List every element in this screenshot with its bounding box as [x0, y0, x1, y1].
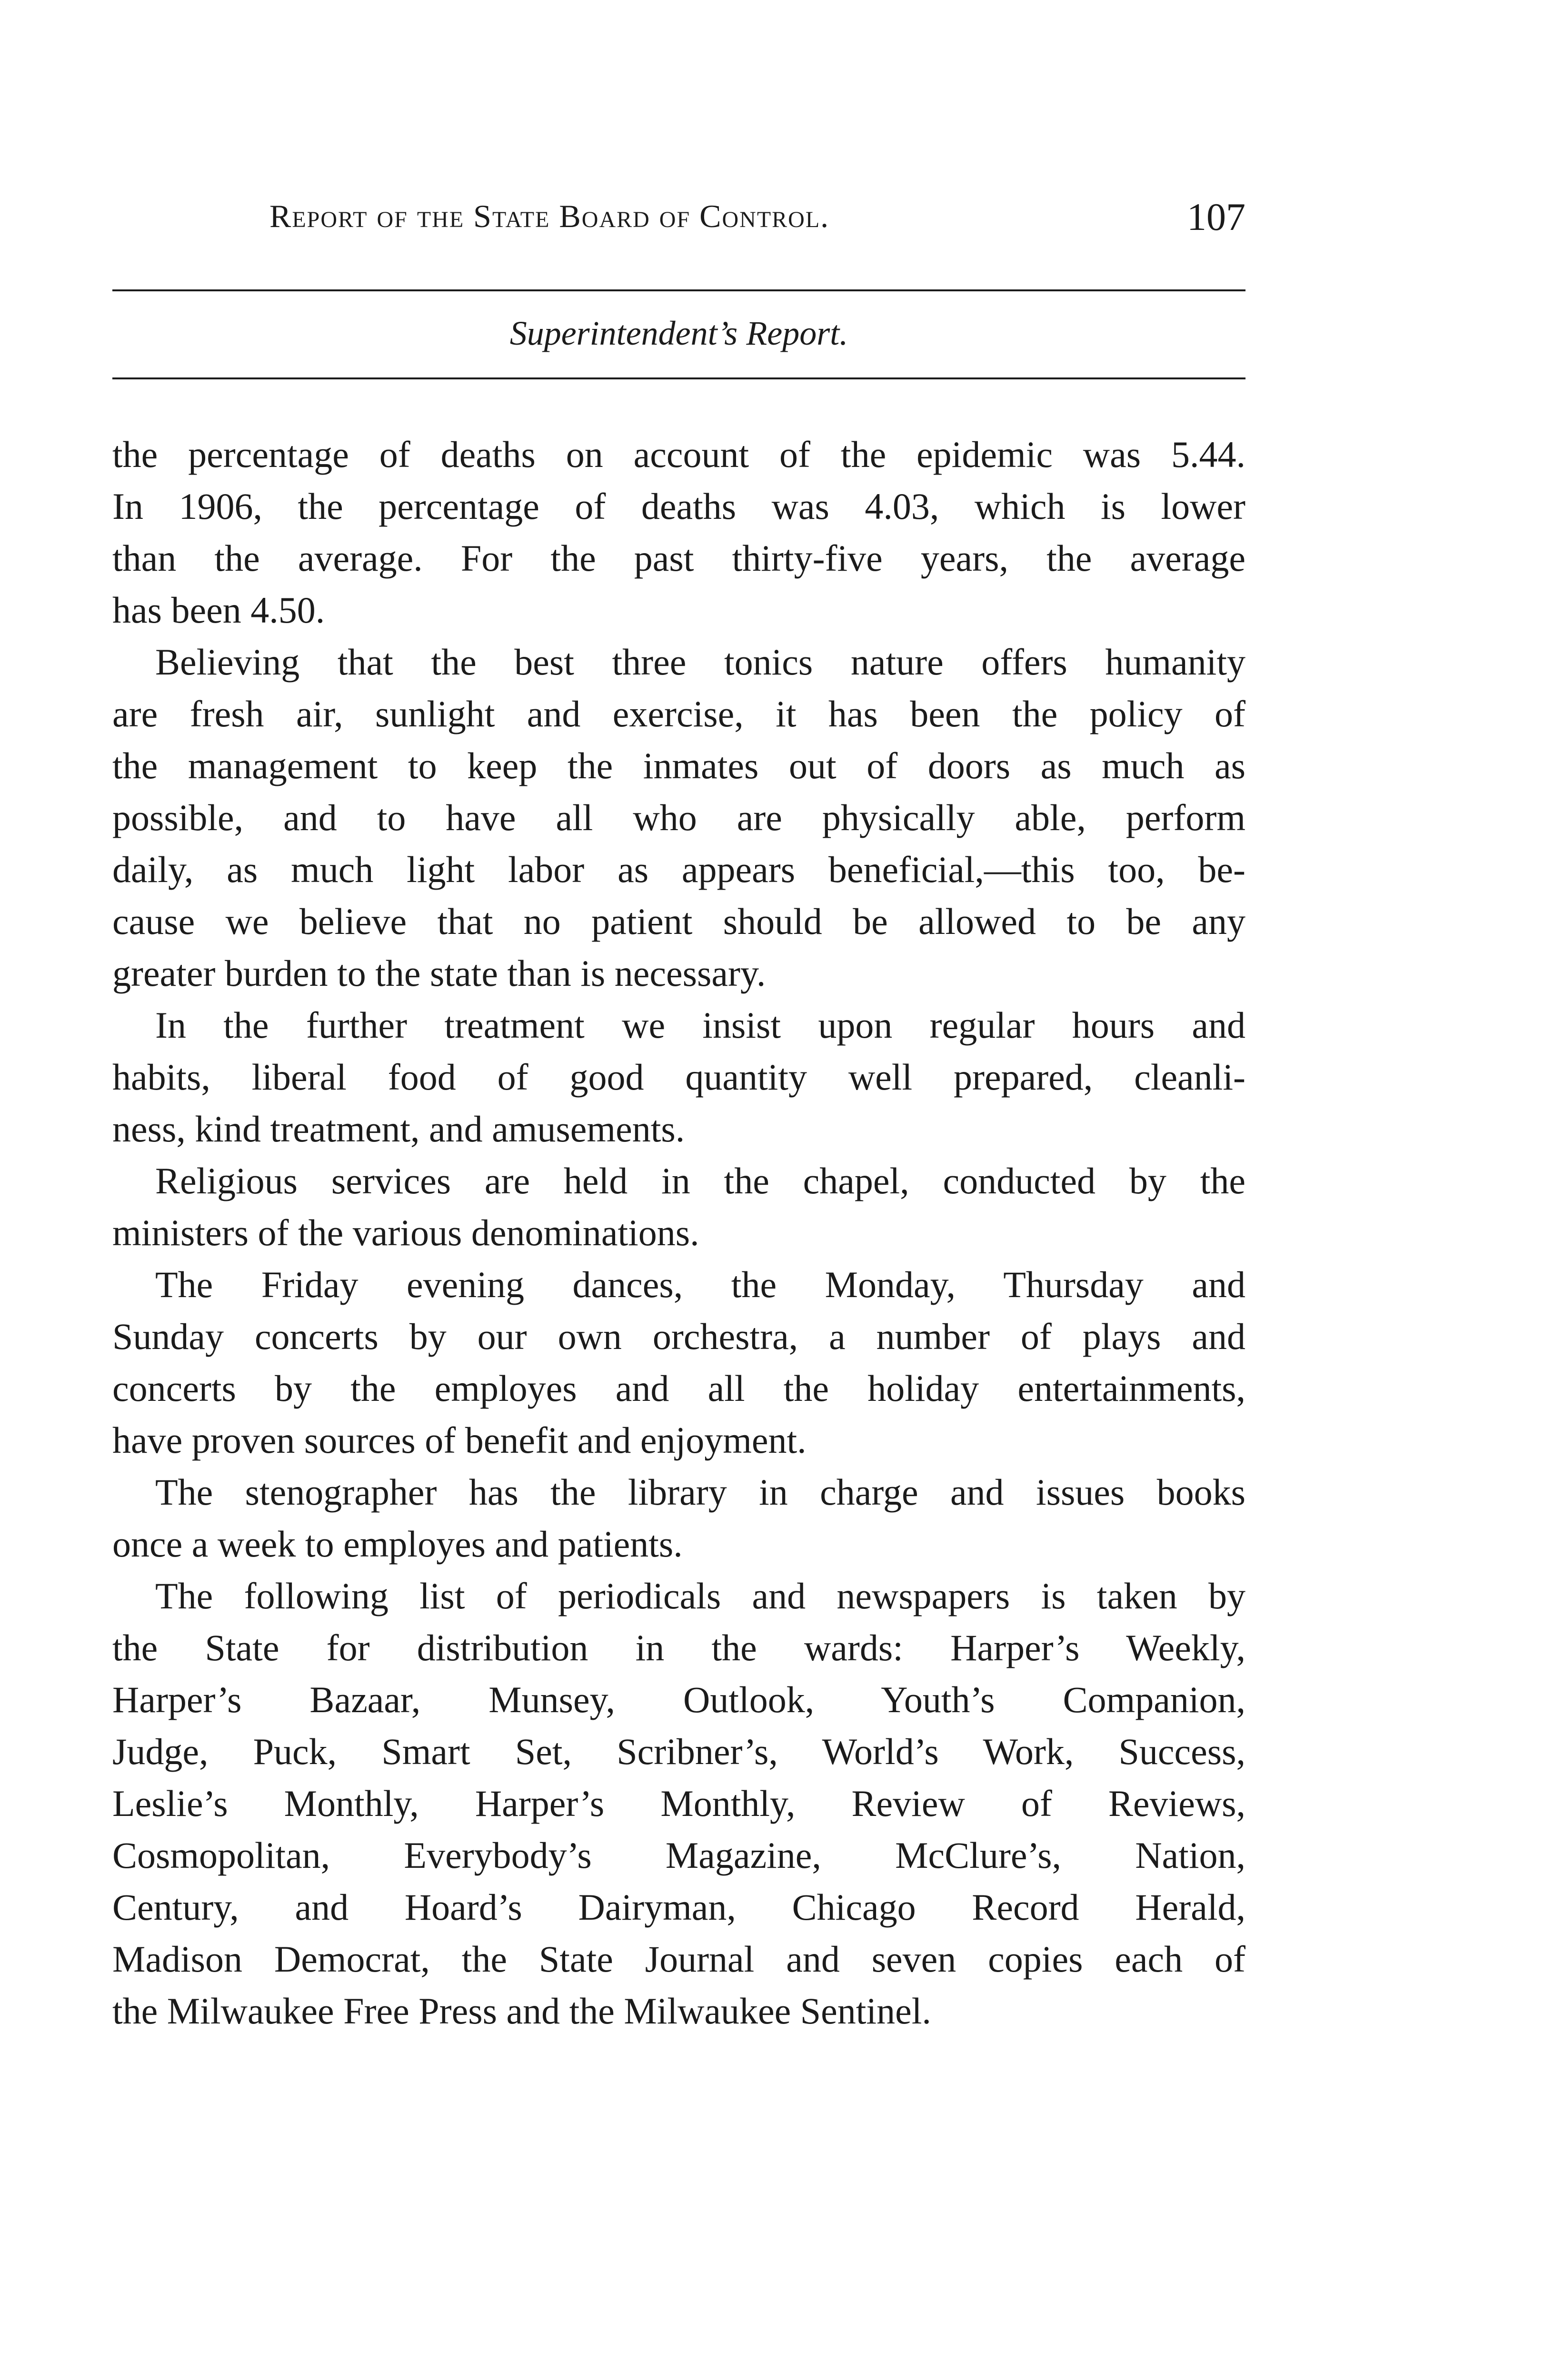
text-line: Harper’s Bazaar, Munsey, Outlook, Youth’s Companion,: [112, 1679, 1245, 1720]
running-title: Report of the State Board of Control.: [269, 198, 830, 234]
text-line: the management to keep the inmates out of doors as much as: [112, 745, 1245, 786]
paragraph: [112, 1259, 1245, 1466]
paragraph: [112, 1466, 1245, 1570]
paragraph: [112, 1155, 1245, 1259]
running-head: [112, 188, 1245, 245]
body-text: [112, 428, 1245, 2037]
text-line: Madison Democrat, the State Journal and seven copies each of: [112, 1938, 1245, 1980]
text-line: Cosmopolitan, Everybody’s Magazine, McClure’s, Nation,: [112, 1835, 1245, 1876]
header-rule-top: [112, 289, 1245, 291]
text-line: Century, and Hoard’s Dairyman, Chicago Record Herald,: [112, 1886, 1245, 1928]
text-line: the State for distribution in the wards: Harper’s Weekly,: [112, 1627, 1245, 1668]
paragraph: [112, 636, 1245, 999]
text-line: the Milwaukee Free Press and the Milwaukee Sentinel.: [112, 1990, 931, 2032]
text-line: habits, liberal food of good quantity well prepared, cleanli-: [112, 1056, 1245, 1098]
text-line: have proven sources of benefit and enjoyment.: [112, 1419, 807, 1461]
text-line: Believing that the best three tonics nature offers humanity: [155, 641, 1245, 683]
text-line: possible, and to have all who are physically able, perform: [112, 797, 1245, 838]
text-line: Leslie’s Monthly, Harper’s Monthly, Review of Reviews,: [112, 1783, 1245, 1824]
header-rule-bottom: [112, 377, 1245, 379]
text-line: ness, kind treatment, and amusements.: [112, 1108, 685, 1150]
paragraph: [112, 1570, 1245, 2037]
text-line: are fresh air, sunlight and exercise, it has been the policy of: [112, 693, 1245, 734]
text-line: concerts by the employes and all the holiday entertainments,: [112, 1368, 1245, 1409]
paragraph: [112, 999, 1245, 1155]
text-line: The following list of periodicals and newspapers is taken by: [155, 1575, 1245, 1616]
page-number: 107: [1187, 195, 1245, 238]
text-line: ministers of the various denominations.: [112, 1212, 699, 1253]
text-line: In the further treatment we insist upon regular hours and: [155, 1004, 1245, 1046]
text-line: the percentage of deaths on account of the epidemic was 5.44.: [112, 434, 1245, 475]
text-line: than the average. For the past thirty-five years, the average: [112, 537, 1245, 579]
text-line: cause we believe that no patient should be allowed to be any: [112, 901, 1245, 942]
text-line: has been 4.50.: [112, 589, 325, 631]
section-title: Superintendent’s Report.: [509, 314, 848, 352]
text-line: Sunday concerts by our own orchestra, a number of plays and: [112, 1316, 1245, 1357]
text-line: The stenographer has the library in charge and issues books: [155, 1471, 1245, 1513]
text-line: greater burden to the state than is necessary.: [112, 952, 766, 994]
text-line: The Friday evening dances, the Monday, Thursday and: [155, 1264, 1245, 1305]
text-line: daily, as much light labor as appears beneficial,—this too, be-: [112, 849, 1245, 890]
paragraph: [112, 428, 1245, 636]
text-line: Judge, Puck, Smart Set, Scribner’s, World’s Work, Success,: [112, 1731, 1245, 1772]
text-line: In 1906, the percentage of deaths was 4.03, which is lower: [112, 486, 1245, 527]
text-line: Religious services are held in the chapel, conducted by the: [155, 1160, 1245, 1201]
text-line: once a week to employes and patients.: [112, 1523, 683, 1565]
